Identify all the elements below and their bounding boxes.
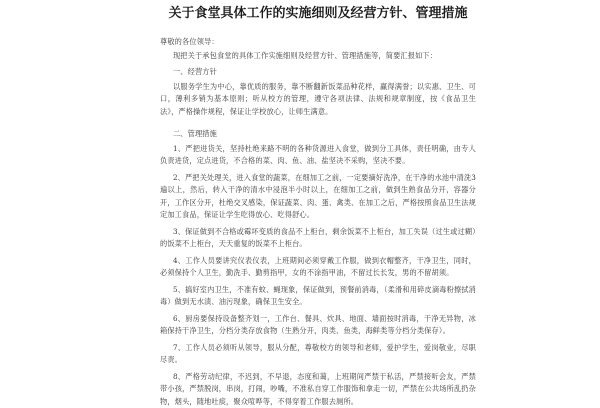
document-title: 关于食堂具体工作的实施细则及经营方针、管理措施	[130, 6, 506, 22]
section-heading-measures: 二、管理措施	[160, 128, 476, 141]
measure-item-7: 7、工作人员必须听从领导，服从分配，尊敬校方的领导和老师，爱护学生，爱岗敬业，尽职尽责。	[160, 342, 476, 367]
measure-item-6: 6、厨房要保持设备整齐划一，工作台、餐具、炊具、地面、墙面按时消毒，干净无异物，冰箱保持干净卫生，分档分类存放食物（生熟分开，肉类、鱼类，海鲜类等分档分类保存）。	[160, 313, 476, 338]
measure-item-5: 5、搞好室内卫生，不准有蚊、蝇现象，保证做到，预餐前消毒，（柔滑和用碎皮滴毒粉擦拭消毒）做到无水渍、油污现象，确保卫生安全。	[160, 284, 476, 309]
section-heading-policy: 一、经营方针	[160, 66, 476, 79]
measure-item-1: 1、严把进货关，坚持杜绝来路不明的各种货源进入食堂，做到分工具体，责任明确，由专人负责进货，定点进货，不合格的菜、肉、鱼、油、盐坚决不采购，坚决不要。	[160, 143, 476, 168]
measure-item-3: 3、保证做到不合格或霉坏变质的食品不上柜台，剩余饭菜不上柜台，加工失误（过生或过糊）的饭菜不上柜台，天天重复的饭菜不上柜台。	[160, 226, 476, 251]
policy-paragraph: 以服务学生为中心，靠优质的服务，靠不断翻新饭菜品种花样，赢得满誉；以实惠、卫生、可口，薄利多销为基本原则；听从校方的管理，遵守各项法律、法规和规章制度，按《食品卫生法》，严格操作规程，保证让学校放心，让师生满意。	[160, 81, 476, 119]
measure-item-8: 8、严格劳动纪律，不迟到，不早退，态度和蔼，上班期间严禁干私活，严禁接听会友，严禁带小孩，严禁脱岗，串岗，打闹，吵嘴，不准私自穿工作服饰和拿走一切，严禁在公共场所乱扔杂物，烟头，随地吐痰，聚众喧哗等，不得穿着工作服去厕所。	[160, 371, 476, 408]
measure-item-4: 4、工作人员要讲究仪表仪表，上班期间必须穿戴工作服，做到衣帽整齐，干净卫生，同时，必须保持个人卫生，勤洗手、勤剪指甲，女的不涂指甲油，不留过长长发，男的不留胡须。	[160, 255, 476, 280]
greeting-line: 尊敬的各位领导：	[160, 36, 476, 49]
intro-paragraph: 现把关于承包食堂的具体工作实施细则及经营方针、管理措施等，简要汇报如下：	[160, 50, 476, 63]
measure-item-2: 2、严把关处理关，进入食堂的蔬菜，在细加工之前，一定要摘好洗净，在干净的水池中清洗3遍以上，然后，转入干净的清水中浸泡半小时以上，在细加工之前，做到生熟食品分开，容器分开，工作区分开，杜绝交叉感染，保证蔬菜、肉、蛋、禽类、在加工之后，严格按照食品卫生法规定加工食品，保证让学生吃得放心、吃得舒心。	[160, 172, 476, 222]
